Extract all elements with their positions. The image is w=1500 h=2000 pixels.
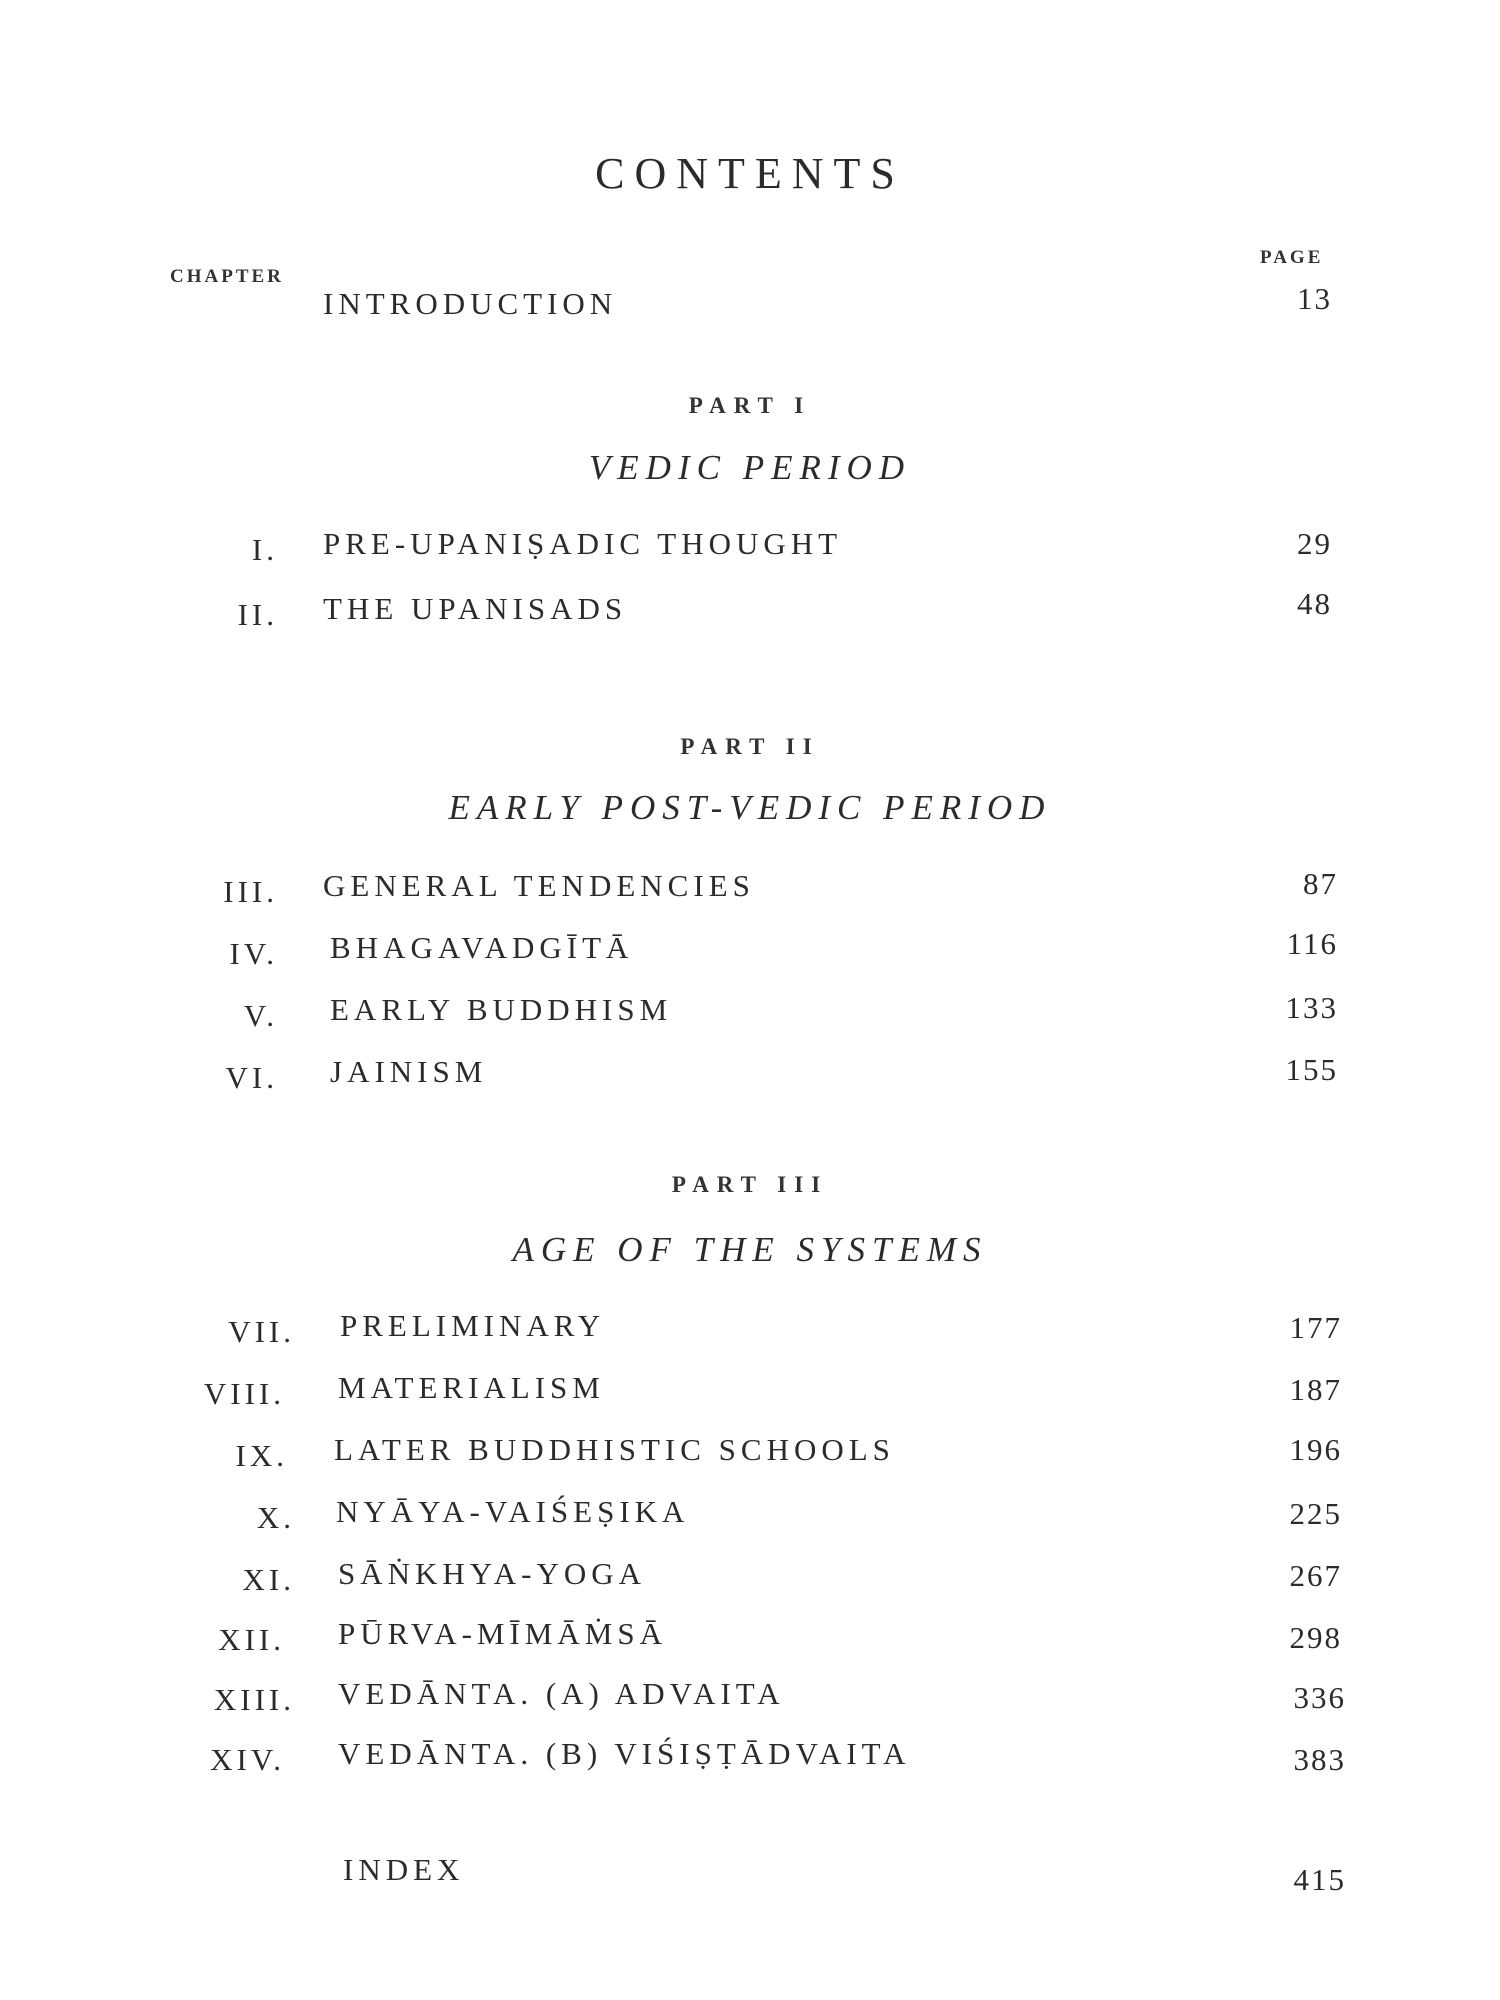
chapter-number: IX. [235,1438,288,1473]
toc-entry-index: INDEX [343,1852,465,1887]
chapter-title: PRE-UPANIṢADIC THOUGHT [323,526,843,561]
part-title: VEDIC PERIOD [588,448,912,487]
page-title: CONTENTS [595,149,905,198]
chapter-number: XIII. [213,1682,295,1717]
chapter-page: 225 [1289,1496,1342,1531]
chapter-page: 133 [1285,990,1338,1025]
chapter-title: VEDĀNTA. (B) VIŚIṢṬĀDVAITA [338,1736,911,1771]
toc-entry-introduction: INTRODUCTION [323,286,618,321]
part-title: EARLY POST-VEDIC PERIOD [448,788,1052,827]
chapter-page: 48 [1297,586,1332,621]
chapter-number: I. [251,532,278,567]
chapter-page: 155 [1285,1052,1338,1087]
chapter-number: IV. [229,936,278,971]
chapter-page: 298 [1289,1620,1342,1655]
chapter-title: GENERAL TENDENCIES [323,868,755,903]
chapter-number: VIII. [203,1376,285,1411]
chapter-title: JAINISM [330,1054,488,1089]
chapter-number: VII. [228,1314,295,1349]
chapter-page: 383 [1293,1742,1346,1777]
toc-page-index: 415 [1293,1862,1346,1897]
chapter-number: XIV. [210,1742,285,1777]
chapter-page: 177 [1289,1310,1342,1345]
chapter-number: XI. [242,1562,295,1597]
chapter-title: MATERIALISM [338,1370,605,1405]
part-title: AGE OF THE SYSTEMS [512,1230,988,1269]
chapter-title: PRELIMINARY [340,1308,606,1343]
chapter-number: III. [223,874,278,909]
chapter-column-header: CHAPTER [170,266,284,287]
chapter-number: X. [256,1500,295,1535]
chapter-title: EARLY BUDDHISM [330,992,673,1027]
chapter-title: PŪRVA-MĪMĀṀSĀ [338,1616,667,1651]
page-column-header: PAGE [1260,247,1324,268]
chapter-number: VI. [225,1060,278,1095]
chapter-title: LATER BUDDHISTIC SCHOOLS [334,1432,895,1467]
chapter-number: XII. [218,1622,285,1657]
chapter-page: 29 [1297,526,1332,561]
chapter-title: NYĀYA-VAIŚEṢIKA [336,1494,690,1529]
chapter-page: 187 [1289,1372,1342,1407]
part-label: PART II [680,734,820,759]
chapter-title: BHAGAVADGĪTĀ [330,930,634,965]
chapter-page: 196 [1289,1432,1342,1467]
chapter-number: V. [243,998,278,1033]
part-label: PART III [671,1172,829,1197]
part-label: PART I [688,393,812,418]
chapter-title: THE UPANISADS [323,591,628,626]
chapter-number: II. [237,597,278,632]
chapter-page: 87 [1303,866,1338,901]
chapter-title: SĀṄKHYA-YOGA [338,1556,646,1591]
chapter-page: 267 [1289,1558,1342,1593]
toc-page-introduction: 13 [1297,281,1332,316]
chapter-page: 336 [1293,1680,1346,1715]
chapter-page: 116 [1286,926,1338,961]
chapter-title: VEDĀNTA. (A) ADVAITA [338,1676,785,1711]
